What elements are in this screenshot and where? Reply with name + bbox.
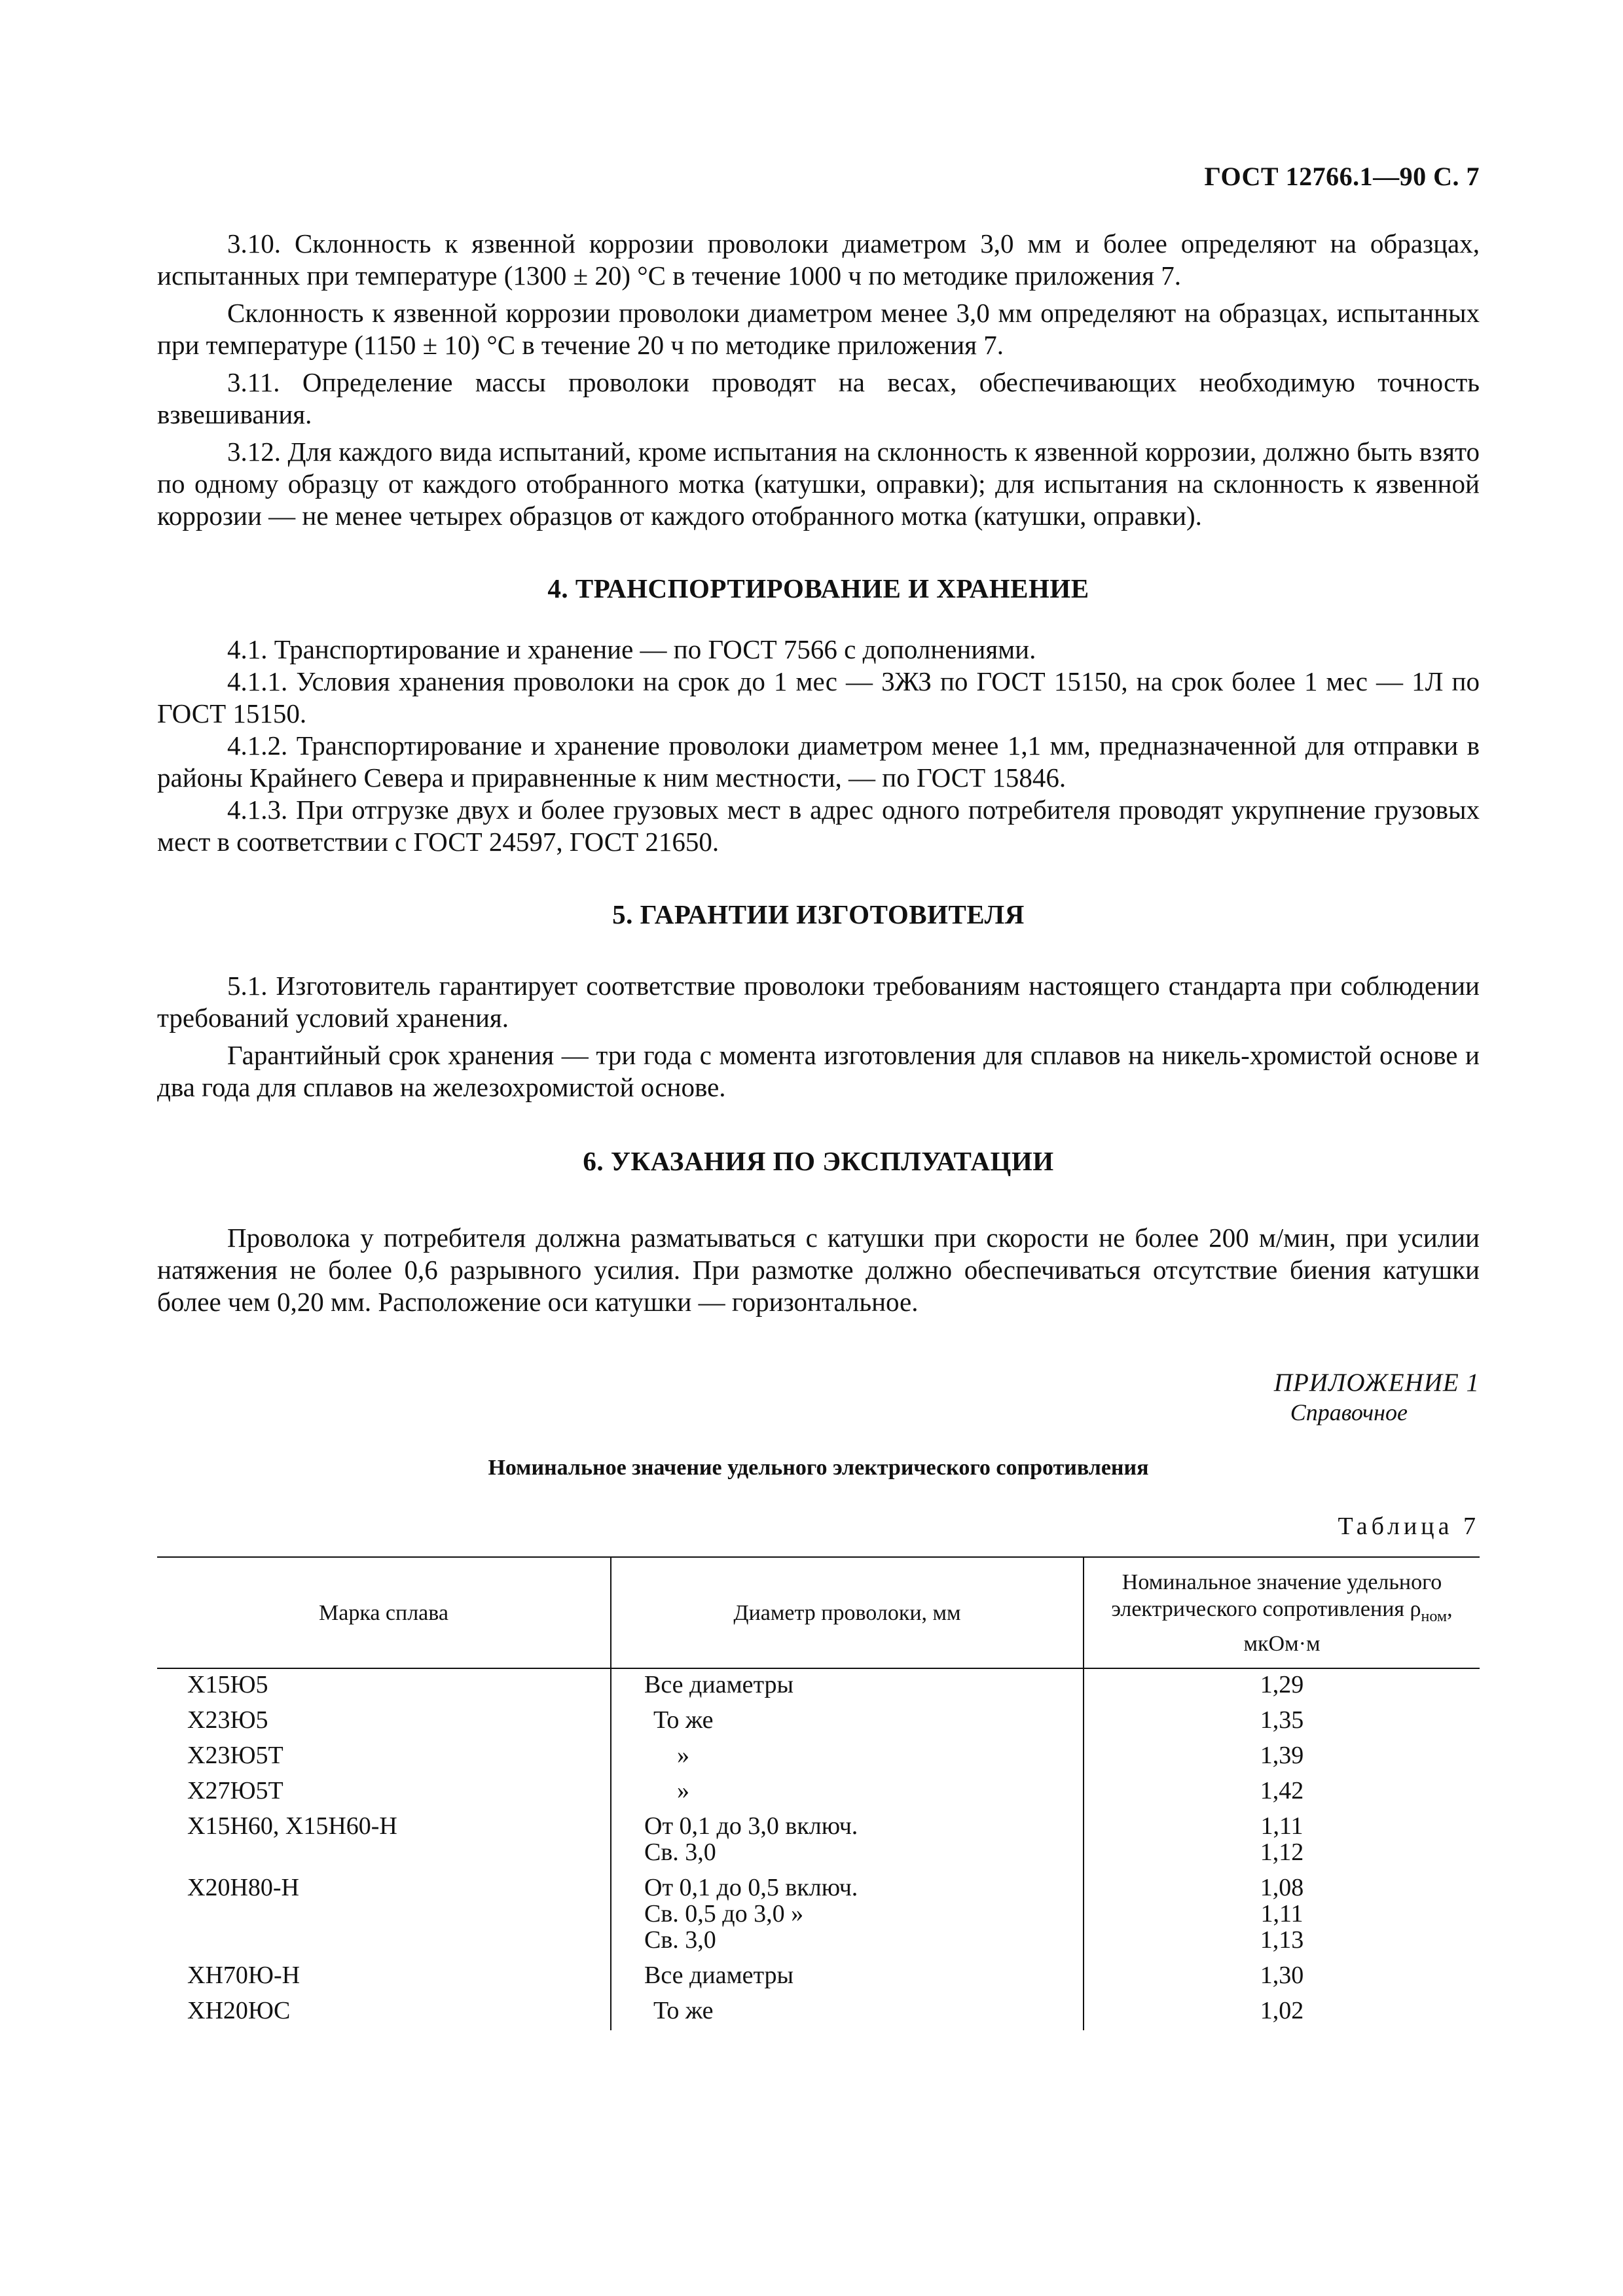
paragraph-5-1-b: Гарантийный срок хранения — три года с момента изготовления для сплавов на никель-хромистой основе и два года для сплавов на железохромистой основе. xyxy=(157,1040,1480,1102)
paragraph-4-1-1: 4.1.1. Условия хранения проволоки на срок до 1 мес — 3ЖЗ по ГОСТ 15150, на срок более 1 мес — 1Л по ГОСТ 15150. xyxy=(157,666,1480,728)
cell-grade: Х27Ю5Т xyxy=(187,1777,283,1804)
header-resistivity-text: Номинальное значение удельного электрического сопротивления ρ xyxy=(1111,1570,1442,1621)
table-header-row xyxy=(157,1557,1480,1668)
cell-grade: ХН70Ю-Н xyxy=(187,1962,301,1989)
table-row xyxy=(157,1740,1480,1775)
cell-grade: Х20Н80-Н xyxy=(187,1874,299,1901)
table-row xyxy=(157,1810,1480,1872)
resistivity-table xyxy=(157,1556,1480,2030)
paragraph-4-1-3: 4.1.3. При отгрузке двух и более грузовых мест в адрес одного потребителя проводят укрупнение грузовых мест в соответствии с ГОСТ 24597, ГОСТ 21650. xyxy=(157,795,1480,857)
cell-grade: Х23Ю5Т xyxy=(187,1742,283,1769)
cell-diameter: Все диаметры xyxy=(611,1668,1084,1704)
cell-value: 1,30 xyxy=(1084,1960,1480,1995)
section-4-title: 4. ТРАНСПОРТИРОВАНИЕ И ХРАНЕНИЕ xyxy=(547,573,1089,603)
cell-grade: Х15Н60, Х15Н60-Н xyxy=(187,1812,397,1840)
page-header: ГОСТ 12766.1—90 С. 7 xyxy=(1204,162,1480,191)
cell-value: 1,08 1,11 1,13 xyxy=(1084,1872,1480,1960)
appendix-note: Справочное xyxy=(1290,1399,1408,1426)
table-row xyxy=(157,1704,1480,1740)
table-row xyxy=(157,1995,1480,2030)
appendix-label xyxy=(1274,1368,1480,1427)
cell-diameter: То же xyxy=(611,1995,1084,2030)
document-body xyxy=(157,228,1480,1318)
paragraph-4-1-2: 4.1.2. Транспортирование и хранение проволоки диаметром менее 1,1 мм, предназначенной для отправки в районы Крайнего Севера и приравненные к ним местности, — по ГОСТ 15846. xyxy=(157,730,1480,793)
cell-diameter: Все диаметры xyxy=(611,1960,1084,1995)
paragraph-3-12: 3.12. Для каждого вида испытаний, кроме испытания на склонность к язвенной коррозии, должно быть взято по одному образцу от каждого отобранного мотка (катушки, оправки); для испытания на склонность к язвенной коррозии — не менее четырех образцов от каждого отобранного мотка (катушки, оправки). xyxy=(157,437,1480,531)
cell-value: 1,35 xyxy=(1084,1704,1480,1740)
section-6-title: 6. УКАЗАНИЯ ПО ЭКСПЛУАТАЦИИ xyxy=(583,1146,1054,1176)
paragraph-4-1: 4.1. Транспортирование и хранение — по ГОСТ 7566 с дополнениями. xyxy=(227,634,1036,664)
cell-value: 1,02 xyxy=(1084,1995,1480,2030)
paragraph-5-1: 5.1. Изготовитель гарантирует соответствие проволоки требованиям настоящего стандарта при соблюдении требований условий хранения. xyxy=(157,971,1480,1033)
paragraph-6: Проволока у потребителя должна разматываться с катушки при скорости не более 200 м/мин, при усилии натяжения не более 0,6 разрывного усилия. При размотке должно обеспечиваться отсутствие биения катушки более чем 0,20 мм. Расположение оси катушки — горизонтальное. xyxy=(157,1223,1480,1317)
cell-diameter: От 0,1 до 3,0 включ. Св. 3,0 xyxy=(611,1810,1084,1872)
appendix-number: ПРИЛОЖЕНИЕ 1 xyxy=(1273,1369,1480,1397)
paragraph-3-10-b: Склонность к язвенной коррозии проволоки диаметром менее 3,0 мм определяют на образцах, испытанных при температуре (1150 ± 10) °С в течение 20 ч по методике приложения 7. xyxy=(157,298,1480,360)
table-label: Таблица 7 xyxy=(1338,1513,1480,1540)
cell-value: 1,29 xyxy=(1084,1668,1480,1704)
cell-value: 1,39 xyxy=(1084,1740,1480,1775)
paragraph-3-10: 3.10. Склонность к язвенной коррозии проволоки диаметром 3,0 мм и более определяют на образцах, испытанных при температуре (1300 ± 20) °С в течение 1000 ч по методике приложения 7. xyxy=(157,228,1480,291)
header-resistivity-subscript: ном xyxy=(1421,1607,1448,1625)
header-resistivity-unit: , мкОм·м xyxy=(1243,1596,1453,1656)
header-diameter: Диаметр проволоки, мм xyxy=(611,1557,1084,1668)
table-title: Номинальное значение удельного электрического сопротивления xyxy=(488,1456,1149,1480)
cell-diameter: » xyxy=(611,1775,1084,1810)
cell-diameter: От 0,1 до 0,5 включ. Св. 0,5 до 3,0 » Св. 3,0 xyxy=(611,1872,1084,1960)
paragraph-3-11: 3.11. Определение массы проволоки проводят на весах, обеспечивающих необходимую точность взвешивания. xyxy=(157,367,1480,429)
header-grade: Марка сплава xyxy=(157,1557,611,1668)
section-5-title: 5. ГАРАНТИИ ИЗГОТОВИТЕЛЯ xyxy=(612,899,1025,929)
header-resistivity xyxy=(1084,1557,1480,1668)
cell-grade: Х15Ю5 xyxy=(187,1671,268,1698)
cell-value: 1,11 1,12 xyxy=(1084,1810,1480,1872)
table-row xyxy=(157,1960,1480,1995)
table-row xyxy=(157,1872,1480,1960)
cell-diameter: » xyxy=(611,1740,1084,1775)
table-row xyxy=(157,1668,1480,1704)
cell-grade: Х23Ю5 xyxy=(187,1706,268,1734)
cell-value: 1,42 xyxy=(1084,1775,1480,1810)
table-row xyxy=(157,1775,1480,1810)
cell-diameter: То же xyxy=(611,1704,1084,1740)
cell-grade: ХН20ЮС xyxy=(187,1997,291,2024)
